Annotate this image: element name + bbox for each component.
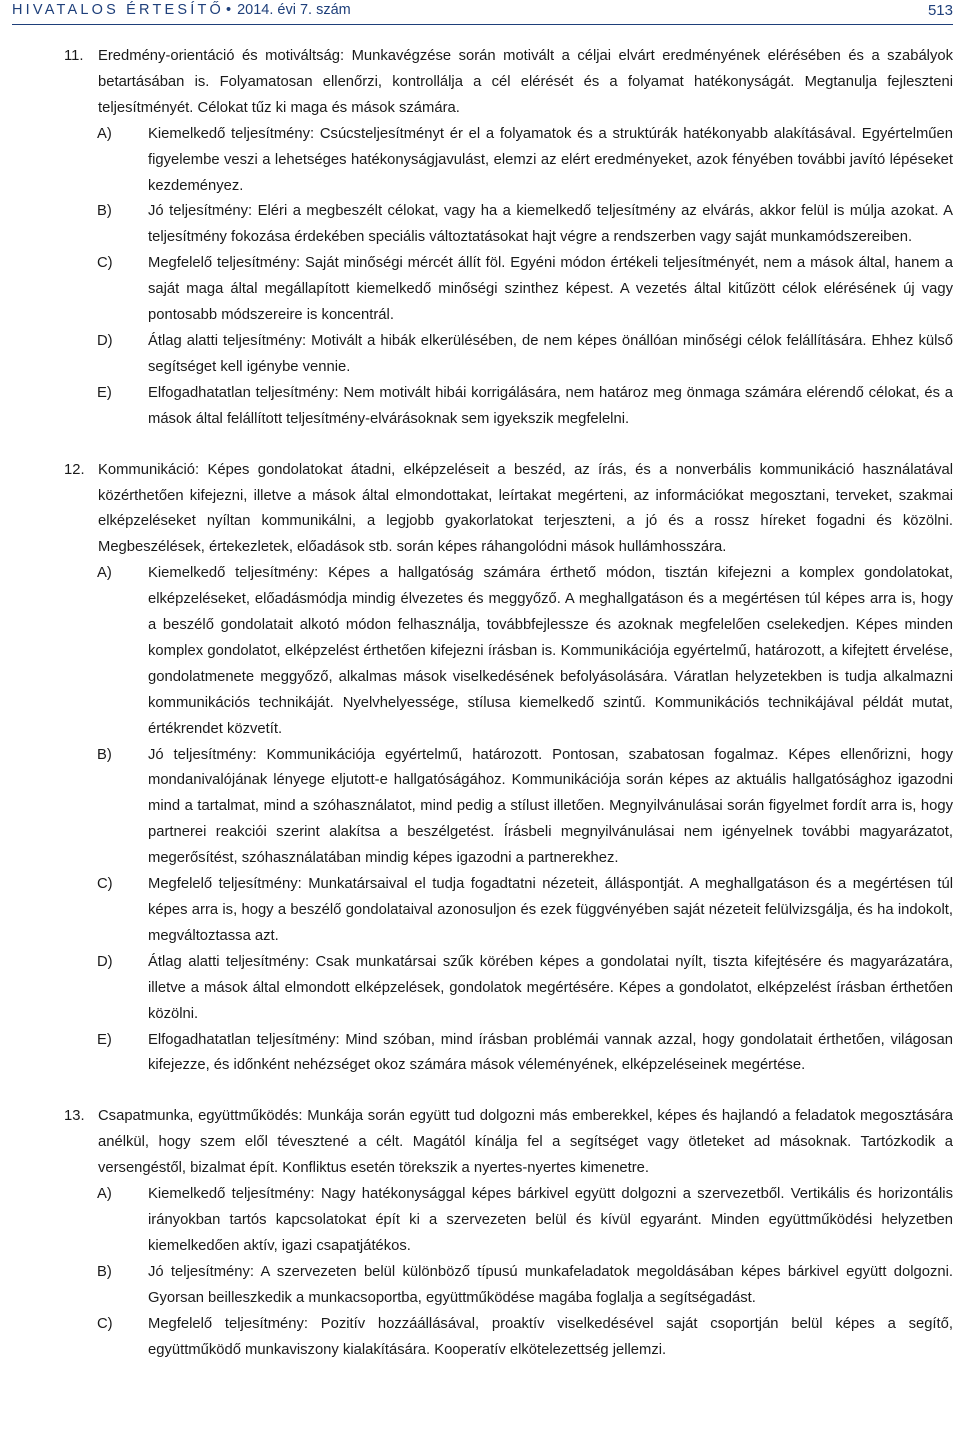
item-number: 11. — [64, 48, 84, 64]
level-text: Elfogadhatatlan teljesítmény: Mind szóban, mind írásban problémái vannak azzal, hogy gondolatait érthetően, világosan kifejezze, és időnként nehézséget okoz számára mások véleményének, elképzeléseinek megértése. — [148, 1031, 953, 1074]
level-text: Jó teljesítmény: A szervezeten belül különböző típusú munkafeladatok megoldásában képes bárkivel együtt dolgozni. Gyorsan beilleszkedik a munkacsoportba, együttműködése magába foglalja a segítségadást. — [148, 1263, 953, 1306]
level-text: Megfelelő teljesítmény: Munkatársaival el tudja fogadtatni nézeteit, álláspontját. A meghallgatáson és a megértésen túl képes arra is, hogy a beszélő gondolataival azonosuljon és ezek függvényében saját nézeteit felülvizsgálja, és ha indokolt, megváltoztassa azt. — [148, 876, 953, 944]
level-label: D) — [97, 332, 113, 349]
level-label: E) — [97, 384, 112, 401]
item-description: Kommunikáció: Képes gondolatokat átadni, elképzeléseit a beszéd, az írás, és a nonverbális kommunikáció használatával közérthetően kifejezni, illetve a mások által elmondottakat, leírtakat megérteni, az információkat megosztani, terveket, szakmai elképzeléseket nyíltan kommunikálni, a legjobb gyakorlatokat terjeszteni, a jó és a rossz híreket fogadni és közölni. Megbeszélések, értekezletek, előadások stb. során képes ráhangolódni mások hullámhosszára. — [98, 461, 953, 556]
rating-level-e — [12, 1028, 953, 1080]
rating-level-c — [12, 872, 953, 950]
rating-level-a — [12, 561, 953, 742]
issue-label: 2014. évi 7. szám — [237, 2, 351, 18]
item-description: Csapatmunka, együttműködés: Munkája során együtt tud dolgozni más emberekkel, képes és hajlandó a feladatok megosztására anélkül, hogy szem elől tévesztené a célt. Magától kínálja fel a segítséget vagy ötleteket ad másoknak. Tartózkodik a versengéstől, bizalmat épít. Konfliktus esetén törekszik a nyertes-nyertes kimenetre. — [98, 1108, 953, 1177]
item-number: 12. — [64, 461, 85, 478]
rating-level-a — [12, 1182, 953, 1260]
rating-level-c — [12, 1312, 953, 1364]
level-label: B) — [97, 1263, 112, 1280]
journal-title — [12, 2, 351, 18]
journal-name: HIVATALOS ÉRTESÍTŐ — [12, 2, 225, 18]
page-header — [12, 2, 953, 25]
level-text: Jó teljesítmény: Kommunikációja egyértelmű, határozott. Pontosan, szabatosan fogalmaz. Képes ellenőrizni, hogy mondanivalójának lényege eljutott-e hallgatóságához. Kommunikációja során képes az aktuális hallgatósághoz igazodni mind a tartalmat, mind a szóhasználatot, mind pedig a stílust illetően. Megnyilvánulásai során figyelmet fordít arra is, hogy partnerei reakciói szerint alakítsa a beszélgetést. Írásbeli megnyilvánulásai nem igényelnek további magyarázatot, megerősítést, szóhasználatában mindig képes igazodni a partnerekhez. — [148, 746, 953, 867]
rating-level-b — [12, 1260, 953, 1312]
level-label: B) — [97, 746, 112, 763]
header-separator: • — [226, 2, 232, 18]
competency-item-12 — [12, 458, 953, 562]
level-text: Kiemelkedő teljesítmény: Nagy hatékonysággal képes bárkivel együtt dolgozni a szervezetből. Vertikális és horizontális irányokban tartós kapcsolatokat épít ki a szervezeten belül és kívül egyaránt. Minden együttműködési helyzetben kiemelkedően aktív, igazi csapatjátékos. — [148, 1186, 953, 1254]
level-label: B) — [97, 203, 112, 220]
level-label: A) — [97, 565, 112, 582]
competency-item-11 — [12, 44, 953, 122]
rating-level-e — [12, 381, 953, 433]
competency-item-13 — [12, 1104, 953, 1182]
section-gap — [12, 1079, 953, 1104]
level-label: C) — [97, 255, 113, 272]
level-text: Megfelelő teljesítmény: Pozitív hozzáállásával, proaktív viselkedésével saját csoportján belül képes a segítő, együttműködő munkaviszony kialakítására. Kooperatív elkötelezettség jellemzi. — [148, 1315, 953, 1358]
document-body — [12, 44, 953, 1363]
level-label: C) — [97, 876, 113, 893]
level-text: Kiemelkedő teljesítmény: Csúcsteljesítményt ér el a folyamatok és a struktúrák hatékonyabb alakításával. Egyértelműen figyelembe veszi a lehetséges hatékonyságjavulást, elemzi az elért eredményeket, azok fényében további javító lépéseket kezdeményez. — [148, 125, 953, 194]
level-text: Átlag alatti teljesítmény: Motivált a hibák elkerülésében, de nem képes önállóan minőségi célok felállítására. Ehhez külső segítséget kell igénybe vennie. — [148, 332, 953, 375]
page-number: 513 — [927, 2, 953, 19]
level-text: Jó teljesítmény: Eléri a megbeszélt célokat, vagy ha a kiemelkedő teljesítmény az elvárás, akkor felül is múlja azokat. A teljesítmény fokozása érdekében speciális változtatásokat hajt végre a rendszerben vagy saját munkamódszereiben. — [148, 203, 953, 246]
rating-level-d — [12, 329, 953, 381]
section-gap — [12, 433, 953, 458]
rating-level-d — [12, 950, 953, 1028]
level-label: A) — [97, 125, 112, 142]
rating-level-c — [12, 251, 953, 329]
document-page — [0, 2, 960, 1434]
level-text: Elfogadhatatlan teljesítmény: Nem motivált hibái korrigálására, nem határoz meg önmaga számára elérendő célokat, és a mások által felállított teljesítmény-elvárásoknak sem igyekszik megfelelni. — [148, 384, 953, 427]
level-label: D) — [97, 953, 113, 970]
level-text: Átlag alatti teljesítmény: Csak munkatársai szűk körében képes a gondolatai nyílt, tiszta kifejtésére és magyarázatára, illetve a mások által elmondott elképzelések, gondolatok megértésére. Képes a gondolatot, elképzelést írásban érthetően közölni. — [148, 953, 953, 1022]
rating-level-b — [12, 743, 953, 873]
level-label: E) — [97, 1031, 112, 1048]
level-label: A) — [97, 1186, 112, 1203]
rating-level-b — [12, 199, 953, 251]
item-description: Eredmény-orientáció és motiváltság: Munkavégzése során motivált a céljai elvárt eredményének elérésében és a szabályok betartásában is. Folyamatosan ellenőrzi, kontrollálja a cél elérését és a folyamat hatékonyságát. Megtanulja fejleszteni teljesítményét. Célokat tűz ki maga és mások számára. — [98, 48, 953, 116]
rating-level-a — [12, 122, 953, 200]
level-text: Kiemelkedő teljesítmény: Képes a hallgatóság számára érthető módon, tisztán kifejezni a komplex gondolatokat, elképzeléseket, előadásmódja mindig élvezetes és meggyőző. A meghallgatáson és a megértésen túl képes arra is, hogy a beszélő gondolatait alkotó módon felhasználja, továbbfejlessze és azoknak megfelelően cselekedjen. Képes minden komplex gondolatot, elképzelést érthetően kifejezni írásban is. Kommunikációja egyértelmű, határozott, a kifejtett érvelése, gondolatmenete meggyőző, alkalmas mások viselkedésének befolyásolására. Váratlan helyzetekben is tudja alkalmazni kommunikációs technikáját. Nyelvhelyessége, stílusa kiemelkedő szintű. Kommunikációs technikájával példát mutat, értékrendet közvetít. — [148, 565, 953, 737]
level-text: Megfelelő teljesítmény: Saját minőségi mércét állít föl. Egyéni módon értékeli teljesítményét, nem a mások által, hanem a saját maga által megállapított kiemelkedő minőségi szinthez képest. A vezetés által kitűzött célok elérésének új vagy pontosabb módszereire is koncentrál. — [148, 255, 953, 324]
level-label: C) — [97, 1315, 113, 1332]
item-number: 13. — [64, 1108, 85, 1125]
